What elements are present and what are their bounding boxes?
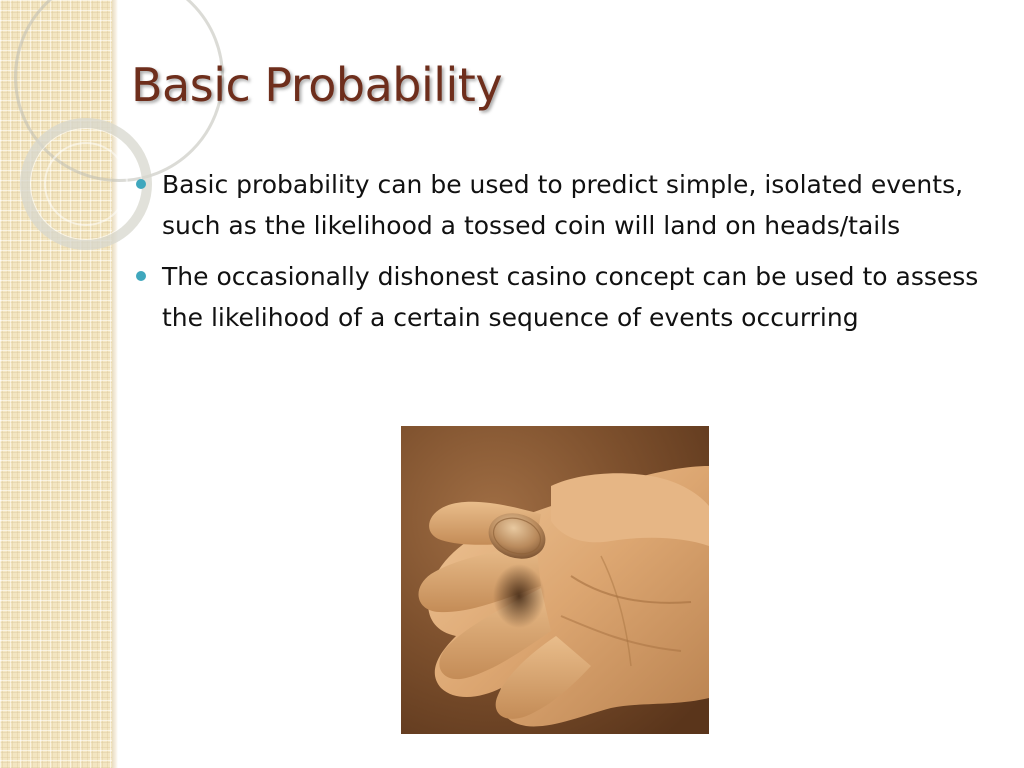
bullet-item	[134, 256, 984, 338]
bullet-marker-icon	[136, 179, 146, 189]
slide-title: Basic Probability	[131, 58, 503, 112]
decorative-ring-inner	[44, 142, 128, 226]
bullet-marker-icon	[136, 271, 146, 281]
bullet-list	[134, 164, 984, 348]
bullet-text: Basic probability can be used to predict simple, isolated events, such as the likelihood a tossed coin will land on heads/tails	[162, 170, 964, 240]
bullet-text: The occasionally dishonest casino concept can be used to assess the likelihood of a certain sequence of events occurring	[162, 262, 979, 332]
bullet-item	[134, 164, 984, 246]
hand-flipping-coin-photo	[401, 426, 709, 734]
